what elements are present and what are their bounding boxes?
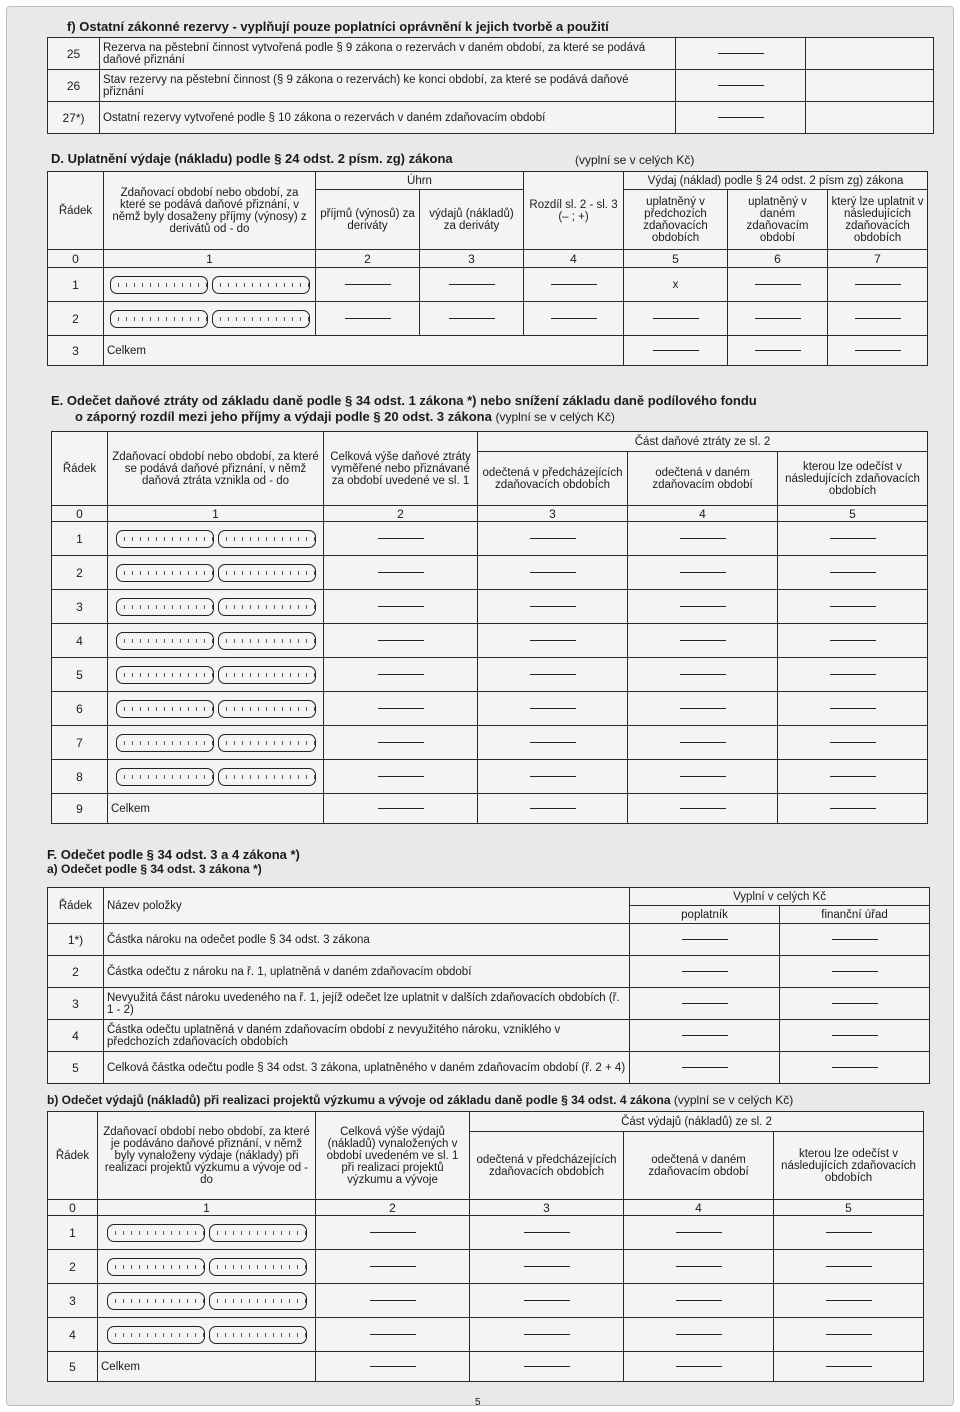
column-number: 0 <box>52 506 108 522</box>
row-label: Částka odečtu uplatněná v daném zdaňovacím období z nevyužitého nároku, vzniklého v předchozích zdaňovacích obdobích <box>104 1020 630 1052</box>
table-row <box>52 726 928 760</box>
amount-field[interactable] <box>316 1318 470 1352</box>
amount-field[interactable] <box>316 302 420 336</box>
header-taxpayer: poplatník <box>630 906 780 924</box>
row-number: 5 <box>52 658 108 692</box>
header-tax-office: finanční úřad <box>780 906 930 924</box>
period-fields[interactable] <box>108 658 324 692</box>
amount-field[interactable] <box>324 692 478 726</box>
section-f-b-note: (vyplní se v celých Kč) <box>673 1093 794 1107</box>
amount-field[interactable] <box>780 988 930 1020</box>
amount-field[interactable] <box>478 590 628 624</box>
row-number: 25 <box>48 38 100 70</box>
row-label: Stav rezervy na pěstební činnost (§ 9 zákona o rezervách) ke konci období, za které se podává daňové přiznání <box>100 70 676 102</box>
section-d-heading <box>51 151 453 166</box>
column-number: 5 <box>778 506 928 522</box>
amount-field[interactable] <box>478 556 628 590</box>
date-from-field[interactable] <box>107 1326 205 1344</box>
period-fields[interactable] <box>108 760 324 794</box>
column-number-row <box>52 506 928 522</box>
amount-field[interactable] <box>324 760 478 794</box>
row-number: 2 <box>48 302 104 336</box>
amount-field[interactable] <box>478 692 628 726</box>
section-e-table <box>51 431 928 824</box>
header-period: Zdaňovací období nebo období, za které se podává daňové přiznání, v němž byly dosaženy příjmy (výnosy) z derivátů od - do <box>104 172 316 250</box>
header-next: který lze uplatnit v následujících zdaňovacích obdobích <box>828 190 928 250</box>
amount-field[interactable] <box>624 1352 774 1382</box>
table-row <box>48 956 930 988</box>
period-fields[interactable] <box>98 1216 316 1250</box>
amount-field[interactable] <box>778 726 928 760</box>
section-reserves-title: f) Ostatní zákonné rezervy - vyplňují pouze poplatníci oprávnění k jejich tvorbě a použití <box>67 19 609 34</box>
row-number: 4 <box>48 1318 98 1352</box>
section-d-note: (vyplní se v celých Kč) <box>575 153 695 167</box>
amount-field[interactable] <box>728 268 828 302</box>
amount-field[interactable] <box>316 1250 470 1284</box>
header-period: Zdaňovací období nebo období, za které je podáváno daňové přiznání, v němž byly vynaloženy výdaje (náklady) při realizaci projektů výzkumu a vývoje od - do <box>98 1112 316 1200</box>
header-row: Řádek <box>48 888 104 924</box>
row-number: 3 <box>52 590 108 624</box>
amount-field[interactable] <box>470 1250 624 1284</box>
amount-field[interactable] <box>470 1352 624 1382</box>
amount-field[interactable] <box>774 1318 924 1352</box>
amount-field[interactable] <box>774 1352 924 1382</box>
date-from-field[interactable] <box>116 768 214 786</box>
date-to-field[interactable] <box>209 1292 307 1310</box>
amount-field[interactable] <box>630 1020 780 1052</box>
amount-field[interactable] <box>778 556 928 590</box>
row-label: Ostatní rezervy vytvořené podle § 10 zákona o rezervách v daném zdaňovacím období <box>100 102 676 134</box>
date-from-field[interactable] <box>110 310 208 328</box>
amount-field[interactable] <box>624 336 728 366</box>
section-f-title: F. Odečet podle § 34 odst. 3 a 4 zákona *) <box>47 847 300 862</box>
amount-field[interactable] <box>324 522 478 556</box>
amount-field[interactable] <box>324 624 478 658</box>
column-number: 0 <box>48 1200 98 1216</box>
row-number: 3 <box>48 988 104 1020</box>
amount-field[interactable] <box>676 102 806 134</box>
table-row <box>48 302 928 336</box>
table-row <box>48 336 928 366</box>
section-d-title: D. Uplatnění výdaje (nákladu) podle § 24 odst. 2 písm. zg) zákona <box>51 151 453 166</box>
date-from-field[interactable] <box>116 666 214 684</box>
period-fields[interactable] <box>98 1318 316 1352</box>
table-row <box>48 988 930 1020</box>
table-row <box>52 794 928 824</box>
row-number: 2 <box>48 956 104 988</box>
amount-field[interactable] <box>324 556 478 590</box>
section-f-heading <box>47 847 300 877</box>
period-fields[interactable] <box>98 1284 316 1318</box>
amount-field[interactable] <box>624 1318 774 1352</box>
amount-field[interactable] <box>524 268 624 302</box>
amount-field[interactable] <box>630 988 780 1020</box>
amount-field[interactable] <box>324 726 478 760</box>
row-number: 1 <box>52 522 108 556</box>
amount-field[interactable] <box>324 658 478 692</box>
period-fields[interactable] <box>108 522 324 556</box>
table-row <box>48 102 934 134</box>
header-total-loss: Celková výše daňové ztráty vyměřené nebo přiznávané za období uvedené ve sl. 1 <box>324 432 478 506</box>
total-label: Celkem <box>98 1352 316 1382</box>
date-to-field[interactable] <box>209 1258 307 1276</box>
column-number: 3 <box>420 250 524 268</box>
amount-field[interactable] <box>778 624 928 658</box>
row-number: 6 <box>52 692 108 726</box>
amount-field[interactable] <box>624 1284 774 1318</box>
amount-field[interactable] <box>628 624 778 658</box>
amount-field[interactable] <box>324 794 478 824</box>
date-to-field[interactable] <box>218 700 316 718</box>
amount-field[interactable] <box>470 1284 624 1318</box>
period-fields[interactable] <box>108 692 324 726</box>
amount-field[interactable] <box>324 590 478 624</box>
amount-field[interactable] <box>478 794 628 824</box>
amount-field[interactable] <box>628 590 778 624</box>
header-previous: uplatněný v předchozích zdaňovacích obdobích <box>624 190 728 250</box>
amount-field[interactable] <box>780 924 930 956</box>
column-number: 3 <box>470 1200 624 1216</box>
amount-field[interactable] <box>470 1216 624 1250</box>
table-row <box>52 522 928 556</box>
table-row <box>48 268 928 302</box>
header-previous: odečtená v předcházejících zdaňovacích obdobích <box>470 1132 624 1200</box>
row-label: Částka nároku na odečet podle § 34 odst. 3 zákona <box>104 924 630 956</box>
header-total: Úhrn <box>316 172 524 190</box>
row-number: 9 <box>52 794 108 824</box>
crossed-cell: x <box>624 268 728 302</box>
header-current: odečtená v daném zdaňovacím období <box>624 1132 774 1200</box>
amount-field[interactable] <box>778 794 928 824</box>
section-f-a-table <box>47 887 930 1084</box>
row-number: 5 <box>48 1052 104 1084</box>
amount-field[interactable] <box>316 1216 470 1250</box>
column-number: 4 <box>624 1200 774 1216</box>
table-row <box>52 692 928 726</box>
table-row <box>48 1020 930 1052</box>
row-number: 3 <box>48 1284 98 1318</box>
amount-field[interactable] <box>774 1250 924 1284</box>
section-f-b-heading <box>47 1093 793 1107</box>
row-number: 1*) <box>48 924 104 956</box>
column-number: 2 <box>316 1200 470 1216</box>
date-to-field[interactable] <box>218 734 316 752</box>
section-reserves-heading <box>67 19 609 34</box>
amount-field[interactable] <box>778 692 928 726</box>
date-to-field[interactable] <box>218 666 316 684</box>
period-fields[interactable] <box>108 726 324 760</box>
table-row <box>48 1216 924 1250</box>
amount-field[interactable] <box>316 268 420 302</box>
date-from-field[interactable] <box>107 1224 205 1242</box>
row-number: 7 <box>52 726 108 760</box>
header-current: uplatněný v daném zdaňovacím období <box>728 190 828 250</box>
period-fields[interactable] <box>104 268 316 302</box>
table-row <box>48 924 930 956</box>
row-label: Nevyužitá část nároku uvedeného na ř. 1, jejíž odečet lze uplatnit v dalších zdaňovacích obdobích (ř. 1 - 2) <box>104 988 630 1020</box>
row-number: 26 <box>48 70 100 102</box>
amount-field[interactable] <box>728 302 828 336</box>
table-row <box>48 1052 930 1084</box>
period-fields[interactable] <box>108 590 324 624</box>
table-row <box>52 658 928 692</box>
table-row <box>48 1284 924 1318</box>
date-from-field[interactable] <box>116 734 214 752</box>
header-previous: odečtená v předcházejících zdaňovacích obdobích <box>478 452 628 506</box>
section-e-title-line1: E. Odečet daňové ztráty od základu daně podle § 34 odst. 1 zákona *) nebo snížení základu daně podílového fondu <box>51 393 757 408</box>
date-to-field[interactable] <box>218 632 316 650</box>
date-from-field[interactable] <box>110 276 208 294</box>
table-row <box>48 1318 924 1352</box>
header-total-expenses: Celková výše výdajů (nákladů) vynaložených v období uvedeném ve sl. 1 při realizaci projektů výzkumu a vývoje <box>316 1112 470 1200</box>
date-from-field[interactable] <box>116 530 214 548</box>
column-number-row <box>48 1200 924 1216</box>
date-to-field[interactable] <box>212 310 310 328</box>
amount-field[interactable] <box>478 760 628 794</box>
date-to-field[interactable] <box>218 564 316 582</box>
date-from-field[interactable] <box>116 598 214 616</box>
amount-field[interactable] <box>828 302 928 336</box>
section-e-title-line2: o záporný rozdíl mezi jeho příjmy a výdaji podle § 20 odst. 3 zákona <box>75 409 492 424</box>
table-row <box>48 38 934 70</box>
row-label: Částka odečtu z nároku na ř. 1, uplatněná v daném zdaňovacím období <box>104 956 630 988</box>
amount-field[interactable] <box>728 336 828 366</box>
header-costs: výdajů (nákladů) za deriváty <box>420 190 524 250</box>
amount-field[interactable] <box>470 1318 624 1352</box>
date-to-field[interactable] <box>218 530 316 548</box>
amount-field[interactable] <box>628 658 778 692</box>
amount-field[interactable] <box>420 302 524 336</box>
section-f-b-title: b) Odečet výdajů (nákladů) při realizaci projektů výzkumu a vývoje od základu daně podle § 34 odst. 4 zákona <box>47 1093 671 1107</box>
date-to-field[interactable] <box>209 1326 307 1344</box>
header-fill-note: Vyplní v celých Kč <box>630 888 930 906</box>
header-income: příjmů (výnosů) za deriváty <box>316 190 420 250</box>
header-item-name: Název položky <box>104 888 630 924</box>
amount-field[interactable] <box>478 522 628 556</box>
column-number: 5 <box>774 1200 924 1216</box>
header-expense-part: Část výdajů (nákladů) ze sl. 2 <box>470 1112 924 1132</box>
amount-field[interactable] <box>624 1250 774 1284</box>
row-label: Rezerva na pěstební činnost vytvořená podle § 9 zákona o rezervách v daném období, za které se podává daňové přiznání <box>100 38 676 70</box>
row-number: 3 <box>48 336 104 366</box>
date-from-field[interactable] <box>116 632 214 650</box>
amount-field[interactable] <box>778 760 928 794</box>
amount-field[interactable] <box>630 924 780 956</box>
amount-field[interactable] <box>778 522 928 556</box>
total-label: Celkem <box>104 336 624 366</box>
page-number: 5 <box>475 1397 481 1406</box>
amount-field[interactable] <box>420 268 524 302</box>
amount-field[interactable] <box>780 956 930 988</box>
amount-field[interactable] <box>630 956 780 988</box>
amount-field[interactable] <box>478 658 628 692</box>
date-to-field[interactable] <box>218 768 316 786</box>
amount-field[interactable] <box>676 38 806 70</box>
column-number: 4 <box>524 250 624 268</box>
amount-field[interactable] <box>478 624 628 658</box>
amount-field[interactable] <box>774 1216 924 1250</box>
period-fields[interactable] <box>98 1250 316 1284</box>
date-to-field[interactable] <box>209 1224 307 1242</box>
amount-field[interactable] <box>630 1052 780 1084</box>
amount-field[interactable] <box>828 336 928 366</box>
amount-field[interactable] <box>806 102 934 134</box>
column-number: 6 <box>728 250 828 268</box>
date-to-field[interactable] <box>212 276 310 294</box>
amount-field[interactable] <box>774 1284 924 1318</box>
amount-field[interactable] <box>806 38 934 70</box>
amount-field[interactable] <box>628 692 778 726</box>
header-row: Řádek <box>52 432 108 506</box>
total-label: Celkem <box>108 794 324 824</box>
header-row: Řádek <box>48 1112 98 1200</box>
section-e-note: (vyplní se v celých Kč) <box>495 410 615 424</box>
amount-field[interactable] <box>624 302 728 336</box>
column-number: 1 <box>108 506 324 522</box>
form-page <box>6 6 954 1406</box>
table-row <box>52 590 928 624</box>
table-row <box>52 760 928 794</box>
date-from-field[interactable] <box>107 1258 205 1276</box>
amount-field[interactable] <box>778 590 928 624</box>
amount-field[interactable] <box>628 760 778 794</box>
column-number: 3 <box>478 506 628 522</box>
column-number: 1 <box>98 1200 316 1216</box>
row-number: 1 <box>48 1216 98 1250</box>
amount-field[interactable] <box>628 726 778 760</box>
column-number: 1 <box>104 250 316 268</box>
date-from-field[interactable] <box>107 1292 205 1310</box>
date-from-field[interactable] <box>116 700 214 718</box>
table-row <box>48 1250 924 1284</box>
row-number: 1 <box>48 268 104 302</box>
amount-field[interactable] <box>828 268 928 302</box>
reserves-table <box>47 37 934 134</box>
amount-field[interactable] <box>316 1284 470 1318</box>
table-row <box>48 70 934 102</box>
amount-field[interactable] <box>628 522 778 556</box>
row-number: 2 <box>52 556 108 590</box>
column-number-row <box>48 250 928 268</box>
amount-field[interactable] <box>628 794 778 824</box>
date-from-field[interactable] <box>116 564 214 582</box>
header-row: Řádek <box>48 172 104 250</box>
amount-field[interactable] <box>316 1352 470 1382</box>
section-f-a-title: a) Odečet podle § 34 odst. 3 zákona *) <box>47 862 262 876</box>
column-number: 0 <box>48 250 104 268</box>
amount-field[interactable] <box>778 658 928 692</box>
section-f-b-table <box>47 1111 924 1382</box>
row-number: 4 <box>52 624 108 658</box>
period-fields[interactable] <box>108 556 324 590</box>
header-next: kterou lze odečíst v následujících zdaňovacích obdobích <box>774 1132 924 1200</box>
amount-field[interactable] <box>676 70 806 102</box>
row-number: 27*) <box>48 102 100 134</box>
section-d-table <box>47 171 928 366</box>
period-fields[interactable] <box>104 302 316 336</box>
header-loss-part: Část daňové ztráty ze sl. 2 <box>478 432 928 452</box>
amount-field[interactable] <box>780 1020 930 1052</box>
amount-field[interactable] <box>624 1216 774 1250</box>
table-row <box>48 1352 924 1382</box>
header-current: odečtená v daném zdaňovacím období <box>628 452 778 506</box>
table-row <box>52 624 928 658</box>
amount-field[interactable] <box>524 302 624 336</box>
header-period: Zdaňovací období nebo období, za které se podává daňové přiznání, v němž daňová ztráta vznikla od - do <box>108 432 324 506</box>
row-number: 8 <box>52 760 108 794</box>
row-number: 5 <box>48 1352 98 1382</box>
row-number: 4 <box>48 1020 104 1052</box>
period-fields[interactable] <box>108 624 324 658</box>
column-number: 7 <box>828 250 928 268</box>
header-next: kterou lze odečíst v následujících zdaňovacích obdobích <box>778 452 928 506</box>
column-number: 2 <box>316 250 420 268</box>
row-label: Celková částka odečtu podle § 34 odst. 3 zákona, uplatněného v daném zdaňovacím období (ř. 2 + 4) <box>104 1052 630 1084</box>
date-to-field[interactable] <box>218 598 316 616</box>
column-number: 4 <box>628 506 778 522</box>
row-number: 2 <box>48 1250 98 1284</box>
amount-field[interactable] <box>806 70 934 102</box>
amount-field[interactable] <box>478 726 628 760</box>
header-difference: Rozdíl sl. 2 - sl. 3 (– ; +) <box>524 172 624 250</box>
column-number: 5 <box>624 250 728 268</box>
amount-field[interactable] <box>780 1052 930 1084</box>
header-expense: Výdaj (náklad) podle § 24 odst. 2 písm zg) zákona <box>624 172 928 190</box>
column-number: 2 <box>324 506 478 522</box>
section-e-heading <box>51 393 931 425</box>
table-row <box>52 556 928 590</box>
amount-field[interactable] <box>628 556 778 590</box>
